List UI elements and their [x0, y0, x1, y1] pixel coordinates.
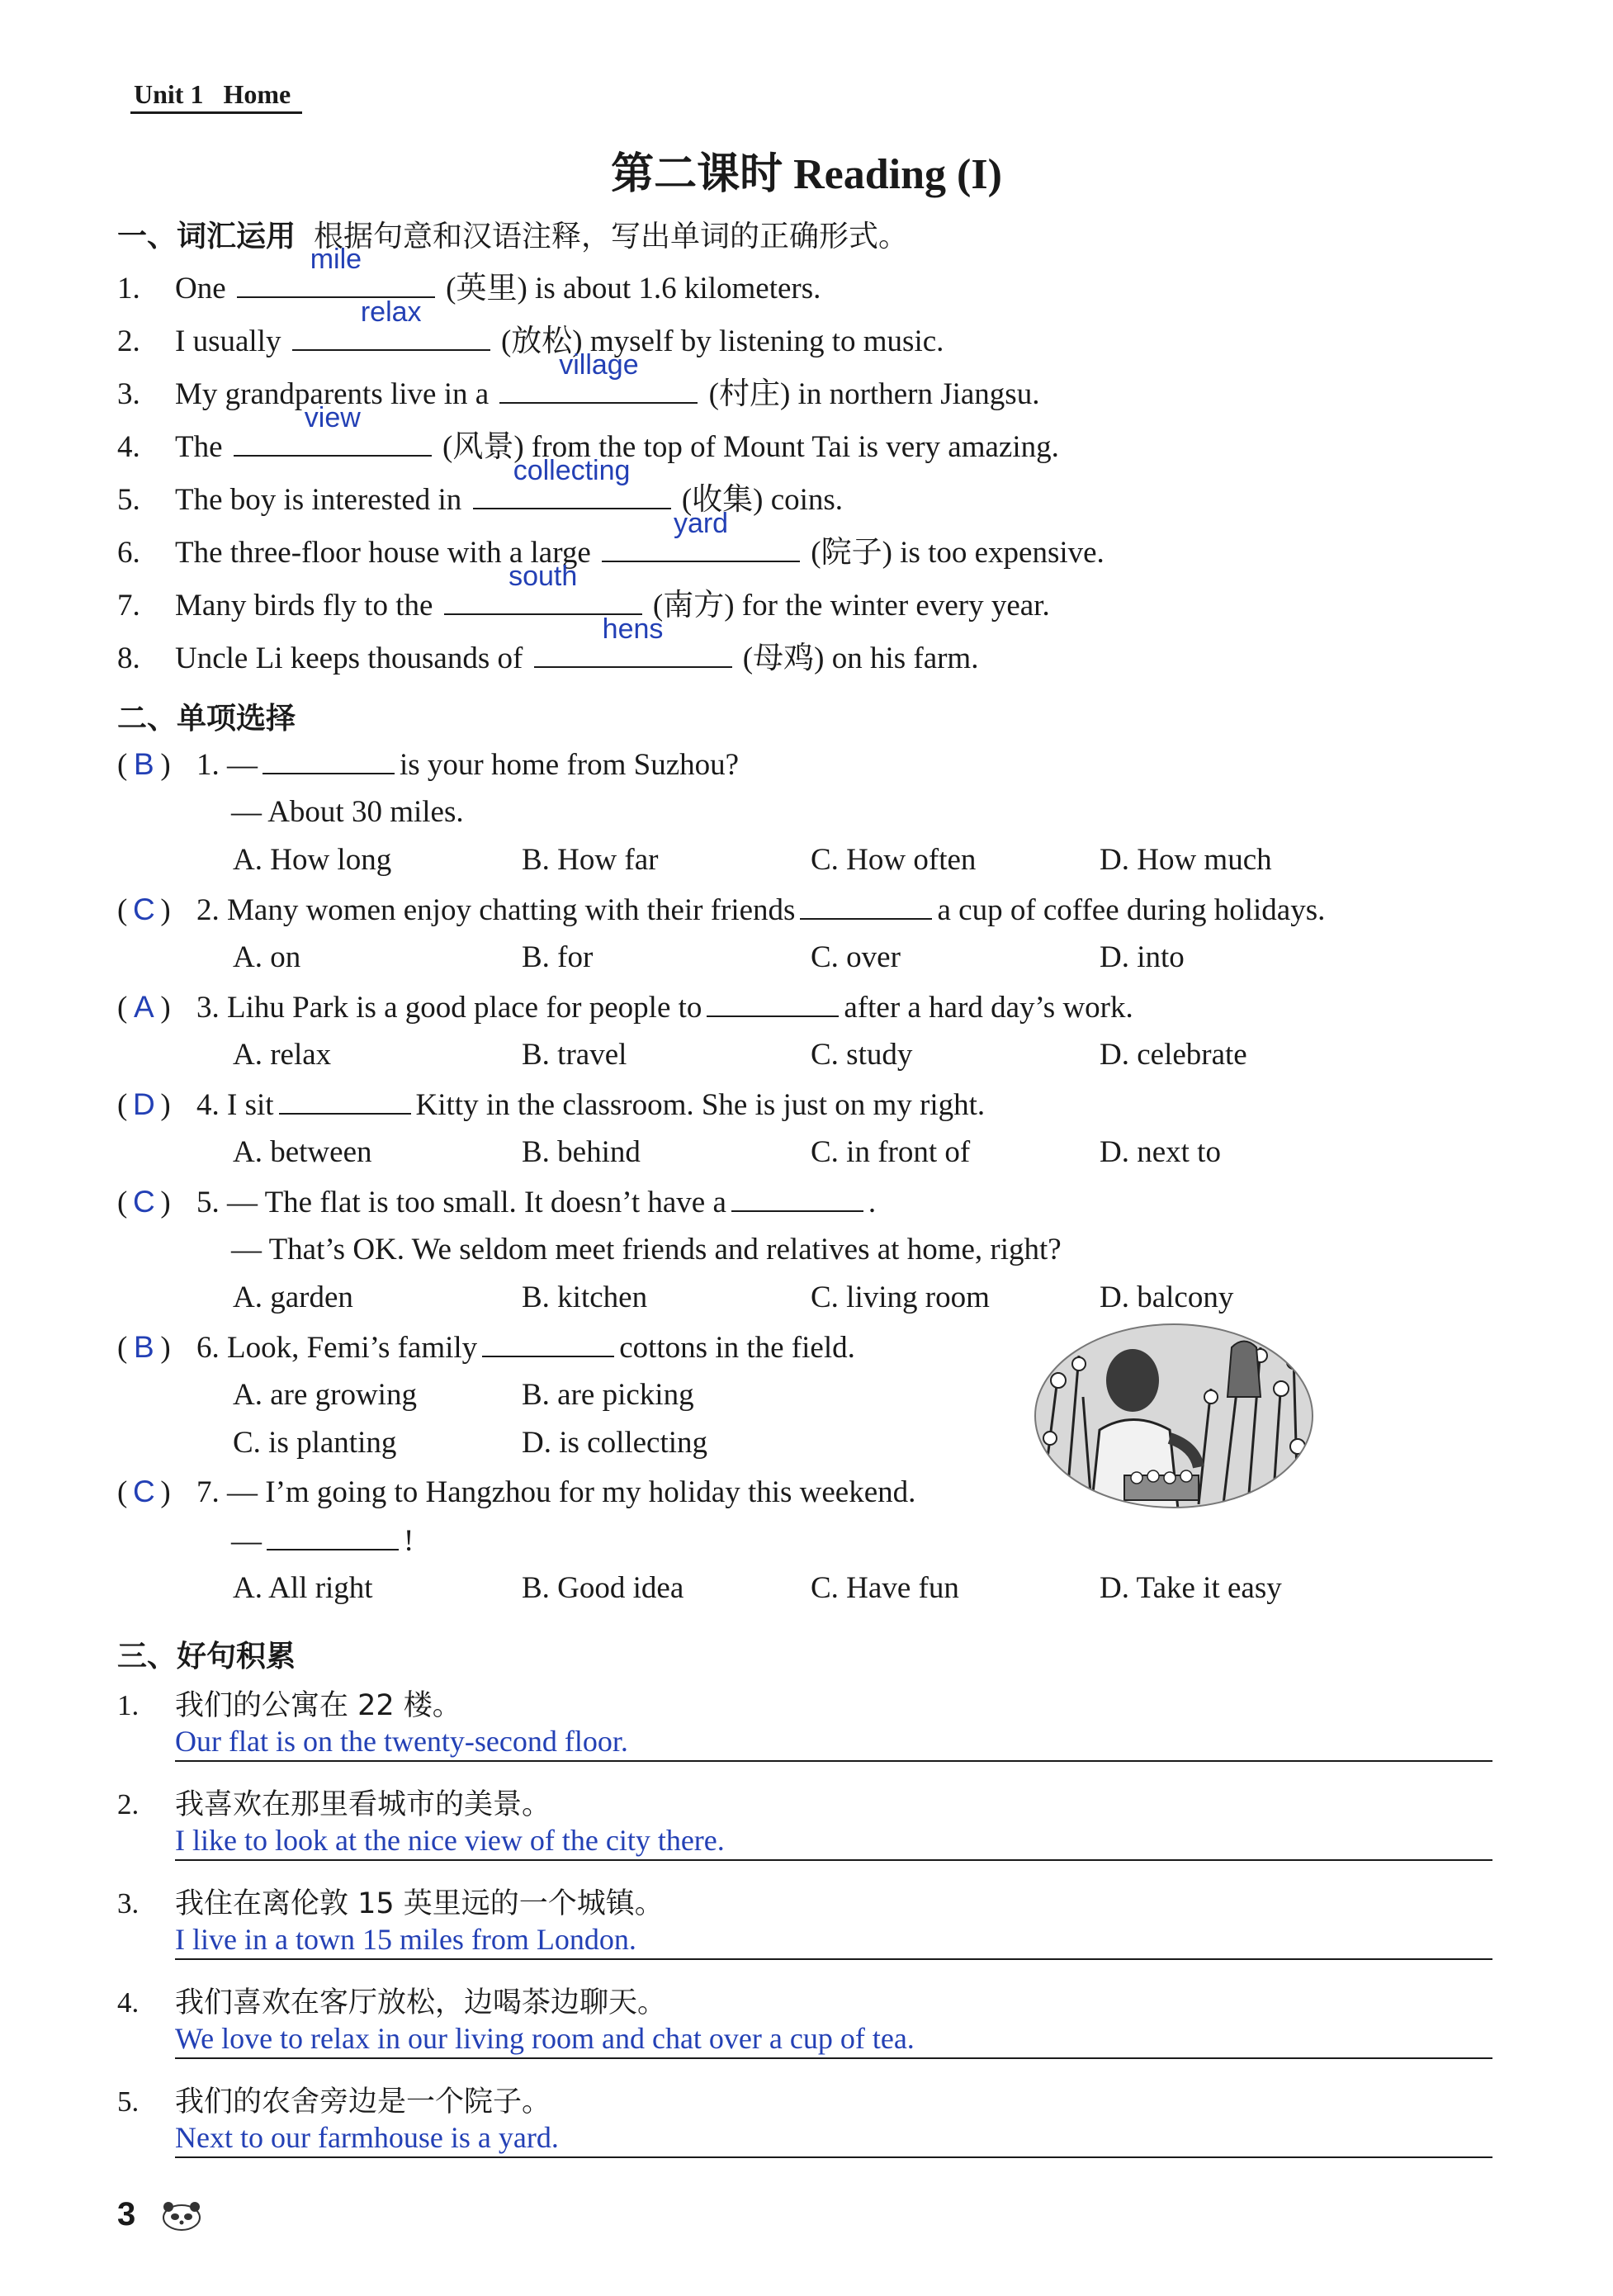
option-b[interactable]: B. How far: [522, 843, 659, 877]
option-a[interactable]: A. garden: [233, 1281, 353, 1314]
option-b[interactable]: B. for: [522, 940, 594, 974]
question-number: 1.: [196, 748, 220, 782]
prompt-text: 我住在离伦敦 15 英里远的一个城镇。: [175, 1887, 664, 1920]
question-blank[interactable]: [279, 1086, 411, 1115]
question-blank[interactable]: [800, 892, 932, 920]
item-number: 2.: [117, 324, 140, 358]
item-text-before: The: [175, 430, 223, 464]
option-d[interactable]: D. Take it easy: [1100, 1571, 1282, 1605]
question-second-line: — That’s OK. We seldom meet friends and relatives at home, right?: [231, 1233, 1062, 1266]
option-c[interactable]: C. living room: [811, 1281, 990, 1314]
option-d[interactable]: D. How much: [1100, 843, 1272, 877]
item-number: 5.: [117, 483, 140, 517]
sentence-prompt: [117, 1683, 461, 1724]
item-text-after: (母鸡) on his farm.: [742, 641, 979, 675]
answer-text: village: [559, 349, 639, 381]
answer-blank[interactable]: [499, 349, 698, 404]
question-text-before: — The flat is too small. It doesn’t have a: [227, 1186, 726, 1219]
prompt-text: 我们的农舍旁边是一个院子。: [175, 2085, 551, 2118]
option-d[interactable]: D. into: [1100, 940, 1185, 974]
answer-letter: C: [132, 1185, 155, 1219]
option-a[interactable]: A. between: [233, 1135, 372, 1169]
item-text-after: (英里) is about 1.6 kilometers.: [446, 272, 821, 305]
answer-text: collecting: [513, 455, 631, 486]
option-c[interactable]: C. over: [811, 940, 901, 974]
answer-letter: A: [133, 990, 154, 1024]
question-number: 6.: [196, 1331, 220, 1365]
prompt-text: 我们喜欢在客厅放松，边喝茶边聊天。: [175, 1986, 667, 2019]
question-blank[interactable]: [707, 989, 839, 1017]
answer-text: mile: [310, 244, 362, 275]
section1-label: 一、词汇运用: [117, 220, 296, 253]
option-d[interactable]: D. is collecting: [522, 1426, 708, 1460]
question-second-line: — About 30 miles.: [231, 795, 464, 829]
item-number: 7.: [117, 589, 140, 623]
option-c[interactable]: C. How often: [811, 843, 977, 877]
item-text-before: Many birds fly to the: [175, 589, 433, 623]
question-number: 3.: [196, 991, 220, 1025]
mcq-question: [117, 1184, 876, 1220]
question-number: 4.: [196, 1088, 220, 1122]
answer-paren[interactable]: ( D ): [117, 1087, 171, 1122]
option-d[interactable]: D. balcony: [1100, 1281, 1234, 1314]
item-text-after: (收集) coins.: [681, 483, 844, 517]
item-text-before: The boy is interested in: [175, 483, 462, 517]
sentence-prompt: [117, 1782, 551, 1823]
unit-header: Unit 1 Home: [130, 79, 302, 114]
panda-icon: [158, 2199, 205, 2241]
item-text-before: One: [175, 272, 226, 305]
sentence-answer[interactable]: I like to look at the nice view of the city there.: [175, 1821, 1492, 1861]
option-a[interactable]: A. All right: [233, 1571, 373, 1605]
vocab-item: [117, 613, 979, 677]
sentence-prompt: [117, 2079, 551, 2120]
mcq-question: [117, 989, 1133, 1025]
option-b[interactable]: B. are picking: [522, 1378, 694, 1412]
answer-blank[interactable]: [602, 508, 800, 562]
prompt-number: 1.: [117, 1689, 140, 1721]
question-text-before: I sit: [227, 1088, 274, 1122]
exclamation: !: [404, 1524, 414, 1558]
mcq-question: [117, 746, 739, 783]
option-c[interactable]: C. is planting: [233, 1426, 397, 1460]
sentence-answer[interactable]: Our flat is on the twenty-second floor.: [175, 1722, 1492, 1762]
prompt-number: 5.: [117, 2085, 140, 2118]
lesson-title: [0, 139, 1613, 201]
sentence-prompt: [117, 1881, 664, 1922]
prompt-number: 3.: [117, 1887, 140, 1920]
option-b[interactable]: B. Good idea: [522, 1571, 684, 1605]
answer-text: view: [304, 402, 361, 433]
item-number: 6.: [117, 536, 140, 570]
question-text-after: .: [868, 1186, 877, 1219]
cotton-picking-illustration: [1034, 1323, 1314, 1517]
item-text-after: (村庄) in northern Jiangsu.: [708, 377, 1040, 411]
item-text-after: (风景) from the top of Mount Tai is very amazing.: [442, 430, 1059, 464]
item-text-after: (院子) is too expensive.: [811, 536, 1105, 570]
answer-paren[interactable]: ( C ): [117, 1475, 171, 1509]
answer-letter: D: [132, 1087, 155, 1121]
item-number: 3.: [117, 377, 140, 411]
mcq-question: [117, 1475, 915, 1510]
item-text-after: (放松) myself by listening to music.: [500, 324, 944, 358]
answer-paren[interactable]: ( C ): [117, 892, 171, 927]
sentence-answer[interactable]: We love to relax in our living room and chat over a cup of tea.: [175, 2019, 1492, 2059]
answer-paren[interactable]: ( B ): [117, 1330, 171, 1365]
question-blank[interactable]: [731, 1184, 863, 1212]
page-number: 3: [117, 2196, 136, 2232]
question-text-before: Lihu Park is a good place for people to: [227, 991, 702, 1025]
item-number: 8.: [117, 641, 140, 675]
question-second-line: [231, 1522, 414, 1559]
option-c[interactable]: C. Have fun: [811, 1571, 959, 1605]
answer-letter: C: [132, 892, 155, 926]
answer-letter: C: [132, 1475, 155, 1508]
prompt-number: 2.: [117, 1788, 140, 1820]
prompt-text: 我喜欢在那里看城市的美景。: [175, 1788, 551, 1821]
section1-heading: [117, 213, 908, 255]
option-a[interactable]: A. are growing: [233, 1378, 417, 1412]
mcq-question: [117, 1329, 855, 1366]
question-text-after: after a hard day’s work.: [844, 991, 1133, 1025]
option-a[interactable]: A. on: [233, 940, 301, 974]
answer-blank[interactable]: [444, 561, 642, 615]
sentence-answer[interactable]: I live in a town 15 miles from London.: [175, 1920, 1492, 1960]
item-number: 1.: [117, 272, 140, 305]
item-text-before: My grandparents live in a: [175, 377, 490, 411]
question-text-after: a cup of coffee during holidays.: [937, 893, 1326, 927]
section3-heading: 三、好句积累: [117, 1640, 296, 1673]
question-blank[interactable]: [263, 746, 395, 774]
option-d[interactable]: D. next to: [1100, 1135, 1221, 1169]
sentence-prompt: [117, 1980, 666, 2021]
lesson-title-cn: 第二课时: [611, 149, 783, 199]
answer-blank[interactable]: [534, 613, 732, 668]
option-b[interactable]: B. kitchen: [522, 1281, 648, 1314]
question-text-before: Look, Femi’s family: [227, 1331, 478, 1365]
question-text-before: — I’m going to Hangzhou for my holiday this weekend.: [227, 1475, 916, 1509]
question-text-after: is your home from Suzhou?: [400, 748, 740, 782]
option-c[interactable]: C. in front of: [811, 1135, 971, 1169]
prompt-text: 我们的公寓在 22 楼。: [175, 1689, 461, 1722]
answer-blank[interactable]: [292, 296, 490, 351]
item-text-before: Uncle Li keeps thousands of: [175, 641, 523, 675]
answer-text: yard: [673, 508, 729, 539]
answer-blank[interactable]: [237, 244, 435, 298]
option-a[interactable]: A. How long: [233, 843, 392, 877]
answer-letter: B: [133, 1330, 154, 1364]
option-b[interactable]: B. travel: [522, 1038, 627, 1072]
answer-paren[interactable]: ( C ): [117, 1185, 171, 1219]
answer-letter: B: [133, 747, 154, 781]
option-b[interactable]: B. behind: [522, 1135, 641, 1169]
answer-paren[interactable]: ( A ): [117, 990, 171, 1025]
answer-blank[interactable]: [473, 455, 671, 509]
prompt-number: 4.: [117, 1986, 140, 2019]
option-c[interactable]: C. study: [811, 1038, 913, 1072]
item-text-after: (南方) for the winter every year.: [652, 589, 1050, 623]
question-number: 7.: [196, 1475, 220, 1509]
question-text-before: —: [227, 748, 258, 782]
section2-heading: 二、单项选择: [117, 702, 296, 736]
question-blank[interactable]: [482, 1329, 614, 1357]
item-text-before: I usually: [175, 324, 281, 358]
question-text-after: cottons in the field.: [619, 1331, 855, 1365]
section1-instruction: 根据句意和汉语注释，写出单词的正确形式。: [314, 220, 909, 253]
question-number: 2.: [196, 893, 220, 927]
question-text-before: Many women enjoy chatting with their friends: [227, 893, 796, 927]
option-d[interactable]: D. celebrate: [1100, 1038, 1247, 1072]
dash: —: [231, 1524, 262, 1558]
question-blank[interactable]: [267, 1522, 399, 1550]
option-a[interactable]: A. relax: [233, 1038, 332, 1072]
answer-paren[interactable]: ( B ): [117, 747, 171, 782]
mcq-question: [117, 1086, 985, 1123]
lesson-title-en: Reading (I): [793, 151, 1002, 198]
question-number: 5.: [196, 1186, 220, 1219]
answer-text: south: [508, 561, 578, 592]
question-text-after: Kitty in the classroom. She is just on my right.: [415, 1088, 986, 1122]
item-number: 4.: [117, 430, 140, 464]
answer-text: relax: [360, 296, 422, 328]
answer-text: hens: [602, 613, 664, 645]
item-text-before: The three-floor house with a large: [175, 536, 591, 570]
sentence-answer[interactable]: Next to our farmhouse is a yard.: [175, 2118, 1492, 2158]
answer-blank[interactable]: [234, 402, 432, 457]
mcq-question: [117, 892, 1325, 928]
